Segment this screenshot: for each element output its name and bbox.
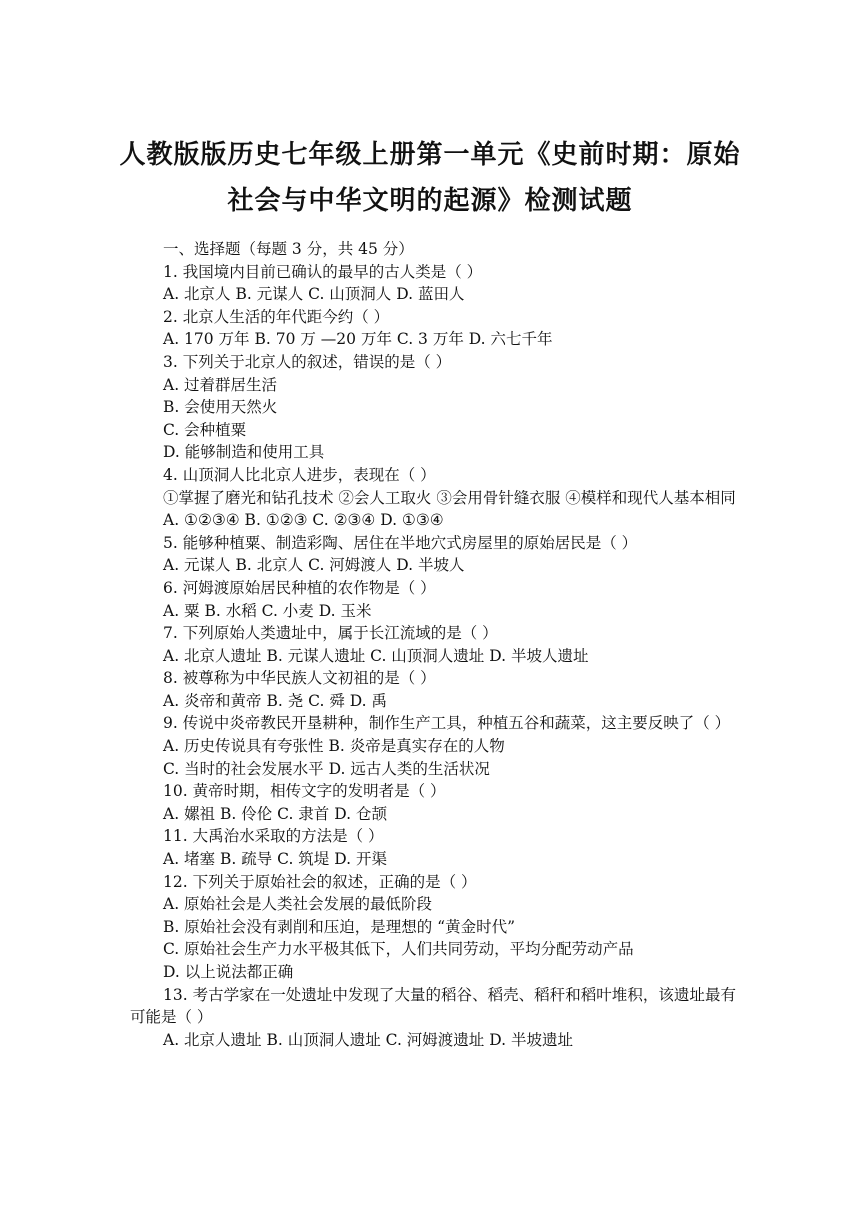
question-stem: 8. 被尊称为中华民族人文初祖的是（ ） bbox=[163, 669, 436, 688]
answer-options: C. 会种植粟 bbox=[163, 420, 247, 439]
question-stem: 6. 河姆渡原始居民种植的农作物是（ ） bbox=[163, 578, 436, 597]
title-line-1: 人教版版历史七年级上册第一单元《史前时期：原始 bbox=[119, 140, 741, 170]
title-line-2: 社会与中华文明的起源》检测试题 bbox=[227, 186, 633, 216]
answer-options: C. 当时的社会发展水平 D. 远古人类的生活状况 bbox=[163, 759, 490, 778]
question-stem: 7. 下列原始人类遗址中，属于长江流域的是（ ） bbox=[163, 624, 498, 643]
question-stem: 11. 大禹治水采取的方法是（ ） bbox=[163, 827, 384, 846]
answer-options: A. 原始社会是人类社会发展的最低阶段 bbox=[163, 895, 433, 914]
answer-options: A. 炎帝和黄帝 B. 尧 C. 舜 D. 禹 bbox=[163, 691, 387, 710]
answer-options: A. 堵塞 B. 疏导 C. 筑堤 D. 开渠 bbox=[163, 850, 387, 869]
answer-options: A. 北京人遗址 B. 山顶洞人遗址 C. 河姆渡遗址 D. 半坡遗址 bbox=[163, 1030, 573, 1049]
answer-options: A. 历史传说具有夸张性 B. 炎帝是真实存在的人物 bbox=[163, 737, 505, 756]
question-paragraph: 13. 考古学家在一处遗址中发现了大量的稻谷、稻壳、稻秆和稻叶堆积，该遗址最有可能是（ ） bbox=[130, 985, 736, 1027]
question-stem: 3. 下列关于北京人的叙述，错误的是（ ） bbox=[163, 352, 452, 371]
answer-options: B. 原始社会没有剥削和压迫，是理想的 “黄金时代” bbox=[163, 917, 516, 936]
answer-options: D. 能够制造和使用工具 bbox=[163, 443, 325, 462]
answer-options: A. ①②③④ B. ①②③ C. ②③④ D. ①③④ bbox=[163, 511, 444, 530]
answer-options: A. 嫘祖 B. 伶伦 C. 隶首 D. 仓颉 bbox=[163, 804, 387, 823]
document-title bbox=[110, 132, 750, 224]
answer-options: A. 北京人遗址 B. 元谋人遗址 C. 山顶洞人遗址 D. 半坡人遗址 bbox=[163, 646, 589, 665]
document-body bbox=[130, 238, 736, 1051]
answer-options: A. 过着群居生活 bbox=[163, 375, 278, 394]
answer-options: A. 170 万年 B. 70 万 —20 万年 C. 3 万年 D. 六七千年 bbox=[163, 330, 553, 349]
answer-options: A. 北京人 B. 元谋人 C. 山顶洞人 D. 蓝田人 bbox=[163, 285, 465, 304]
question-stem: 12. 下列关于原始社会的叙述，正确的是（ ） bbox=[163, 872, 477, 891]
answer-options: C. 原始社会生产力水平极其低下，人们共同劳动，平均分配劳动产品 bbox=[163, 940, 634, 959]
question-paragraph: ①掌握了磨光和钻孔技术 ②会人工取火 ③会用骨针缝衣服 ④模样和现代人基本相同 bbox=[163, 488, 736, 507]
answer-options: A. 粟 B. 水稻 C. 小麦 D. 玉米 bbox=[163, 601, 372, 620]
answer-options: B. 会使用天然火 bbox=[163, 398, 278, 417]
answer-options: A. 元谋人 B. 北京人 C. 河姆渡人 D. 半坡人 bbox=[163, 556, 465, 575]
question-stem: 2. 北京人生活的年代距今约（ ） bbox=[163, 307, 390, 326]
question-stem: 10. 黄帝时期，相传文字的发明者是（ ） bbox=[163, 782, 446, 801]
answer-options: D. 以上说法都正确 bbox=[163, 963, 294, 981]
question-paragraph: 9. 传说中炎帝教民开垦耕种，制作生产工具，种植五谷和蔬菜，这主要反映了（ ） bbox=[163, 714, 731, 733]
question-stem: 1. 我国境内目前已确认的最早的古人类是（ ） bbox=[163, 262, 483, 281]
question-stem: 4. 山顶洞人比北京人进步，表现在（ ） bbox=[163, 465, 436, 484]
section-heading: 一、选择题（每题 3 分，共 45 分） bbox=[163, 240, 414, 258]
question-stem: 5. 能够种植粟、制造彩陶、居住在半地穴式房屋里的原始居民是（ ） bbox=[163, 533, 638, 552]
